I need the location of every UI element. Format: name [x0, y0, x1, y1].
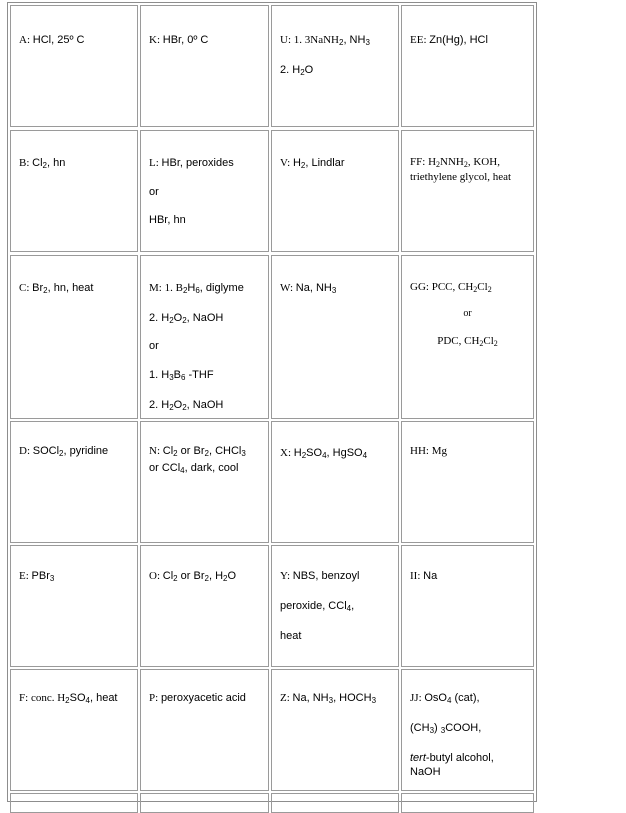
reagent-line: triethylene glycol, heat	[410, 171, 512, 183]
cell-V	[271, 130, 399, 252]
cell-key: A	[19, 34, 27, 46]
reagent-line: EE: Zn(Hg), HCl	[410, 34, 488, 46]
reagent-line: 2. $H_2O_2$, NaOH	[149, 312, 224, 325]
reagent-line: F: conc. $H_2SO_4$, heat	[19, 692, 118, 705]
reagent-line: or CCl$_4$, dark, cool	[149, 462, 239, 475]
cell-O	[140, 545, 269, 667]
cell-next-row	[401, 793, 534, 813]
cell-A	[10, 5, 138, 127]
reagent-line: heat	[280, 630, 302, 642]
cell-X	[271, 421, 399, 543]
cell-C	[10, 255, 138, 419]
cell-EE	[401, 5, 534, 127]
cell-key: M	[149, 282, 159, 294]
reagent-line: C: $Br_2$, hn, heat	[19, 282, 94, 295]
cell-II	[401, 545, 534, 667]
cell-key: Y	[280, 570, 287, 582]
reagent-line: PDC, $CH_2Cl_2$	[437, 335, 498, 348]
cell-N	[140, 421, 269, 543]
reagent-line: 1. $H_3B_6$ -THF	[149, 369, 214, 382]
cell-HH	[401, 421, 534, 543]
reagent-line: 2. $H_2O_2$, NaOH	[149, 399, 224, 412]
reagent-line: 2. $H_2O$	[280, 64, 314, 77]
cell-key: F	[19, 692, 26, 704]
reagent-line: Z: Na, $NH_3$, $HOCH_3$	[280, 692, 377, 705]
reagent-line: D: SOCl$_2$, pyridine	[19, 445, 109, 458]
cell-B	[10, 130, 138, 252]
cell-next-row	[10, 793, 138, 813]
reagent-line: $(CH_3)$ $_3$COOH,	[410, 722, 482, 735]
cell-Z	[271, 669, 399, 791]
cell-key: II	[410, 570, 418, 582]
reagent-line: JJ: OsO$_4$ (cat),	[410, 692, 480, 705]
cell-Y	[271, 545, 399, 667]
cell-key: FF	[410, 156, 423, 168]
reagent-line: HH: Mg	[410, 445, 447, 457]
cell-GG	[401, 255, 534, 419]
cell-D	[10, 421, 138, 543]
cell-key: K	[149, 34, 157, 46]
cell-key: N	[149, 445, 157, 457]
cell-U	[271, 5, 399, 127]
cell-JJ	[401, 669, 534, 791]
reagent-line: HBr, hn	[149, 214, 186, 226]
reagent-line: tert-butyl alcohol,	[410, 752, 494, 764]
cell-next-row	[271, 793, 399, 813]
or-text: or	[463, 308, 472, 319]
reagent-line: M: 1. $B_2H_6$, diglyme	[149, 282, 244, 295]
cell-W	[271, 255, 399, 419]
reagent-line: E: PBr$_3$	[19, 570, 55, 583]
cell-key: W	[280, 282, 290, 294]
cell-key: O	[149, 570, 157, 582]
cell-K	[140, 5, 269, 127]
cell-L	[140, 130, 269, 252]
reagent-text: HCl, 25º C	[32, 34, 85, 46]
cell-F	[10, 669, 138, 791]
reagent-line: P: peroxyacetic acid	[149, 692, 246, 704]
cell-key: Z	[280, 692, 287, 704]
cell-key: C	[19, 282, 27, 294]
reagent-line: A: HCl, 25º C	[19, 34, 85, 46]
reagent-line: K: HBr, 0º C	[149, 34, 209, 46]
reagent-line: N: $Cl_2$ or $Br_2$, CHCl$_3$	[149, 445, 246, 458]
cell-key: B	[19, 157, 27, 169]
cell-M	[140, 255, 269, 419]
cell-key: JJ	[410, 692, 419, 704]
reagent-line: X: $H_2SO_4$, HgSO$_4$	[280, 447, 368, 460]
reagent-line: O: $Cl_2$ or $Br_2$, $H_2O$	[149, 570, 237, 583]
reagent-line: GG: PCC, $CH_2Cl_2$	[410, 281, 492, 294]
cell-key: L	[149, 157, 156, 169]
reagent-line: Y: NBS, benzoyl	[280, 570, 360, 582]
reagent-line: V: $H_2$, Lindlar	[280, 157, 345, 170]
cell-key: E	[19, 570, 26, 582]
cell-next-row	[140, 793, 269, 813]
cell-FF	[401, 130, 534, 252]
cell-key: U	[280, 34, 288, 46]
reagent-line: NaOH	[410, 766, 441, 778]
cell-key: V	[280, 157, 288, 169]
or-text: or	[149, 186, 159, 198]
cell-key: X	[280, 447, 288, 459]
cell-key: EE	[410, 34, 424, 46]
reagent-line: II: Na	[410, 570, 438, 582]
cell-key: HH	[410, 445, 426, 457]
cell-key: GG	[410, 281, 426, 293]
cell-P	[140, 669, 269, 791]
cell-key: D	[19, 445, 27, 457]
reagent-line: B: $Cl_2$, hn	[19, 157, 66, 170]
reagent-table	[7, 2, 537, 802]
cell-E	[10, 545, 138, 667]
or-text: or	[149, 340, 159, 352]
reagent-text: HBr, 0º C	[162, 34, 209, 46]
reagent-line: peroxide, CCl$_4$,	[280, 600, 355, 613]
reagent-line: W: Na, $NH_3$	[280, 282, 337, 295]
reagent-line: FF: $H_2NNH_2$, KOH,	[410, 156, 500, 169]
reagent-line: U: 1. 3NaNH$_2$, $NH_3$	[280, 34, 370, 47]
cell-key: P	[149, 692, 156, 704]
reagent-line: L: HBr, peroxides	[149, 157, 234, 169]
